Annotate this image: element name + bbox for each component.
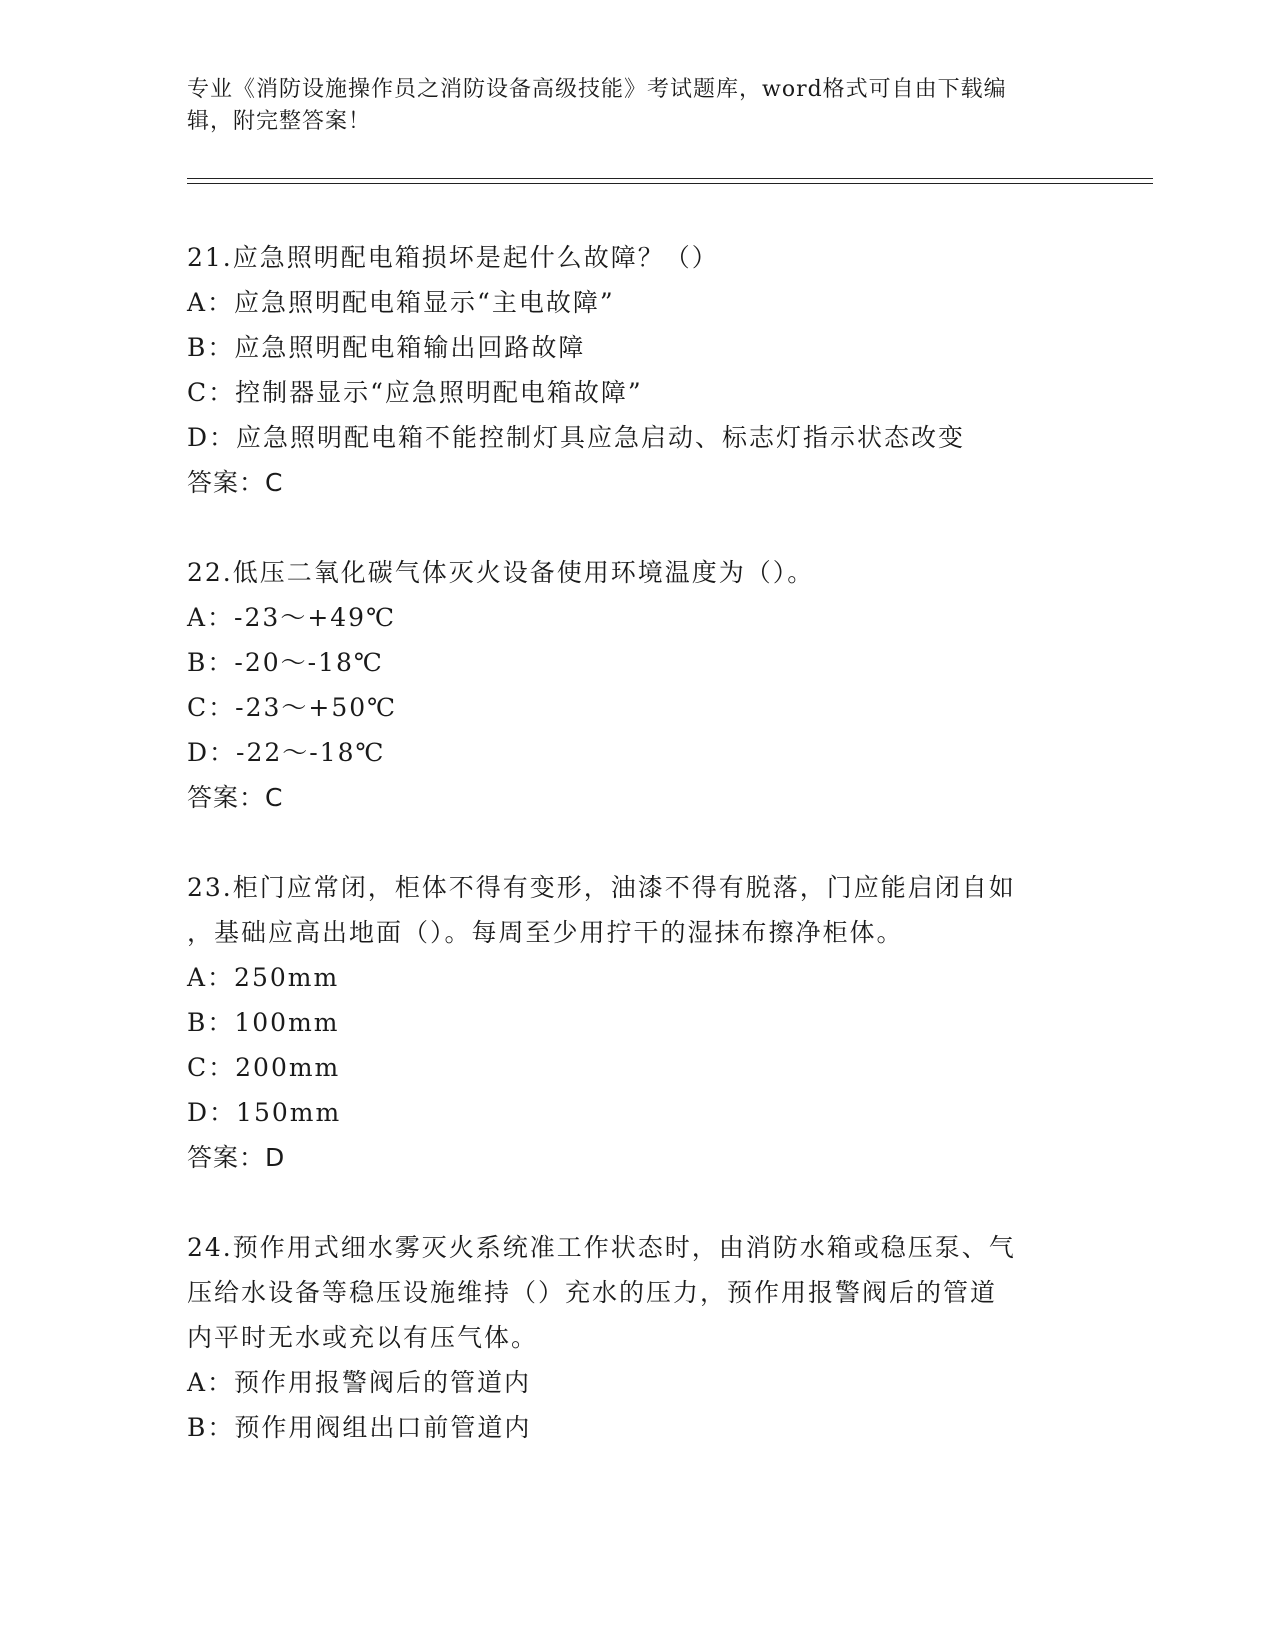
question-stem: [187, 1225, 1087, 1360]
question-list: [187, 235, 1087, 1495]
option-a: A：预作用报警阀后的管道内: [187, 1368, 532, 1397]
question-23: [187, 865, 1087, 1180]
question-stem: [187, 865, 1087, 955]
option-b: B：应急照明配电箱输出回路故障: [187, 333, 586, 362]
question-stem-line: 21.应急照明配电箱损坏是起什么故障？（）: [187, 243, 719, 272]
option-a: A：250mm: [187, 963, 340, 992]
question-stem-line: ，基础应高出地面（）。每周至少用拧干的湿抹布擦净柜体。: [187, 918, 904, 947]
header-divider: [187, 178, 1153, 184]
question-stem: [187, 235, 1087, 280]
option-a: A：应急照明配电箱显示“主电故障”: [187, 288, 615, 317]
option-b: B：-20～-18℃: [187, 648, 384, 677]
answer: 答案：C: [187, 468, 284, 497]
answer: 答案：C: [187, 783, 284, 812]
question-stem-line: 压给水设备等稳压设施维持（）充水的压力，预作用报警阀后的管道: [187, 1278, 998, 1307]
question-stem-line: 22.低压二氧化碳气体灭火设备使用环境温度为（）。: [187, 558, 815, 587]
question-24: [187, 1225, 1087, 1450]
question-stem-line: 23.柜门应常闭，柜体不得有变形，油漆不得有脱落，门应能启闭自如: [187, 873, 1016, 902]
answer: 答案：D: [187, 1143, 286, 1172]
option-b: B：100mm: [187, 1008, 340, 1037]
question-stem-line: 内平时无水或充以有压气体。: [187, 1323, 539, 1352]
option-c: C：200mm: [187, 1053, 341, 1082]
option-c: C：控制器显示“应急照明配电箱故障”: [187, 378, 643, 407]
option-d: D：-22～-18℃: [187, 738, 386, 767]
document-header: [187, 74, 1087, 138]
header-line-2: 辑，附完整答案！: [187, 109, 372, 134]
question-21: [187, 235, 1087, 505]
question-22: [187, 550, 1087, 820]
option-d: D：应急照明配电箱不能控制灯具应急启动、标志灯指示状态改变: [187, 423, 966, 452]
question-stem: [187, 550, 1087, 595]
option-c: C：-23～+50℃: [187, 693, 398, 722]
header-line-1: 专业《消防设施操作员之消防设备高级技能》考试题库，word格式可自由下载编: [187, 77, 1007, 102]
option-a: A：-23～+49℃: [187, 603, 397, 632]
option-d: D：150mm: [187, 1098, 342, 1127]
option-b: B：预作用阀组出口前管道内: [187, 1413, 532, 1442]
question-stem-line: 24.预作用式细水雾灭火系统准工作状态时，由消防水箱或稳压泵、气: [187, 1233, 1016, 1262]
